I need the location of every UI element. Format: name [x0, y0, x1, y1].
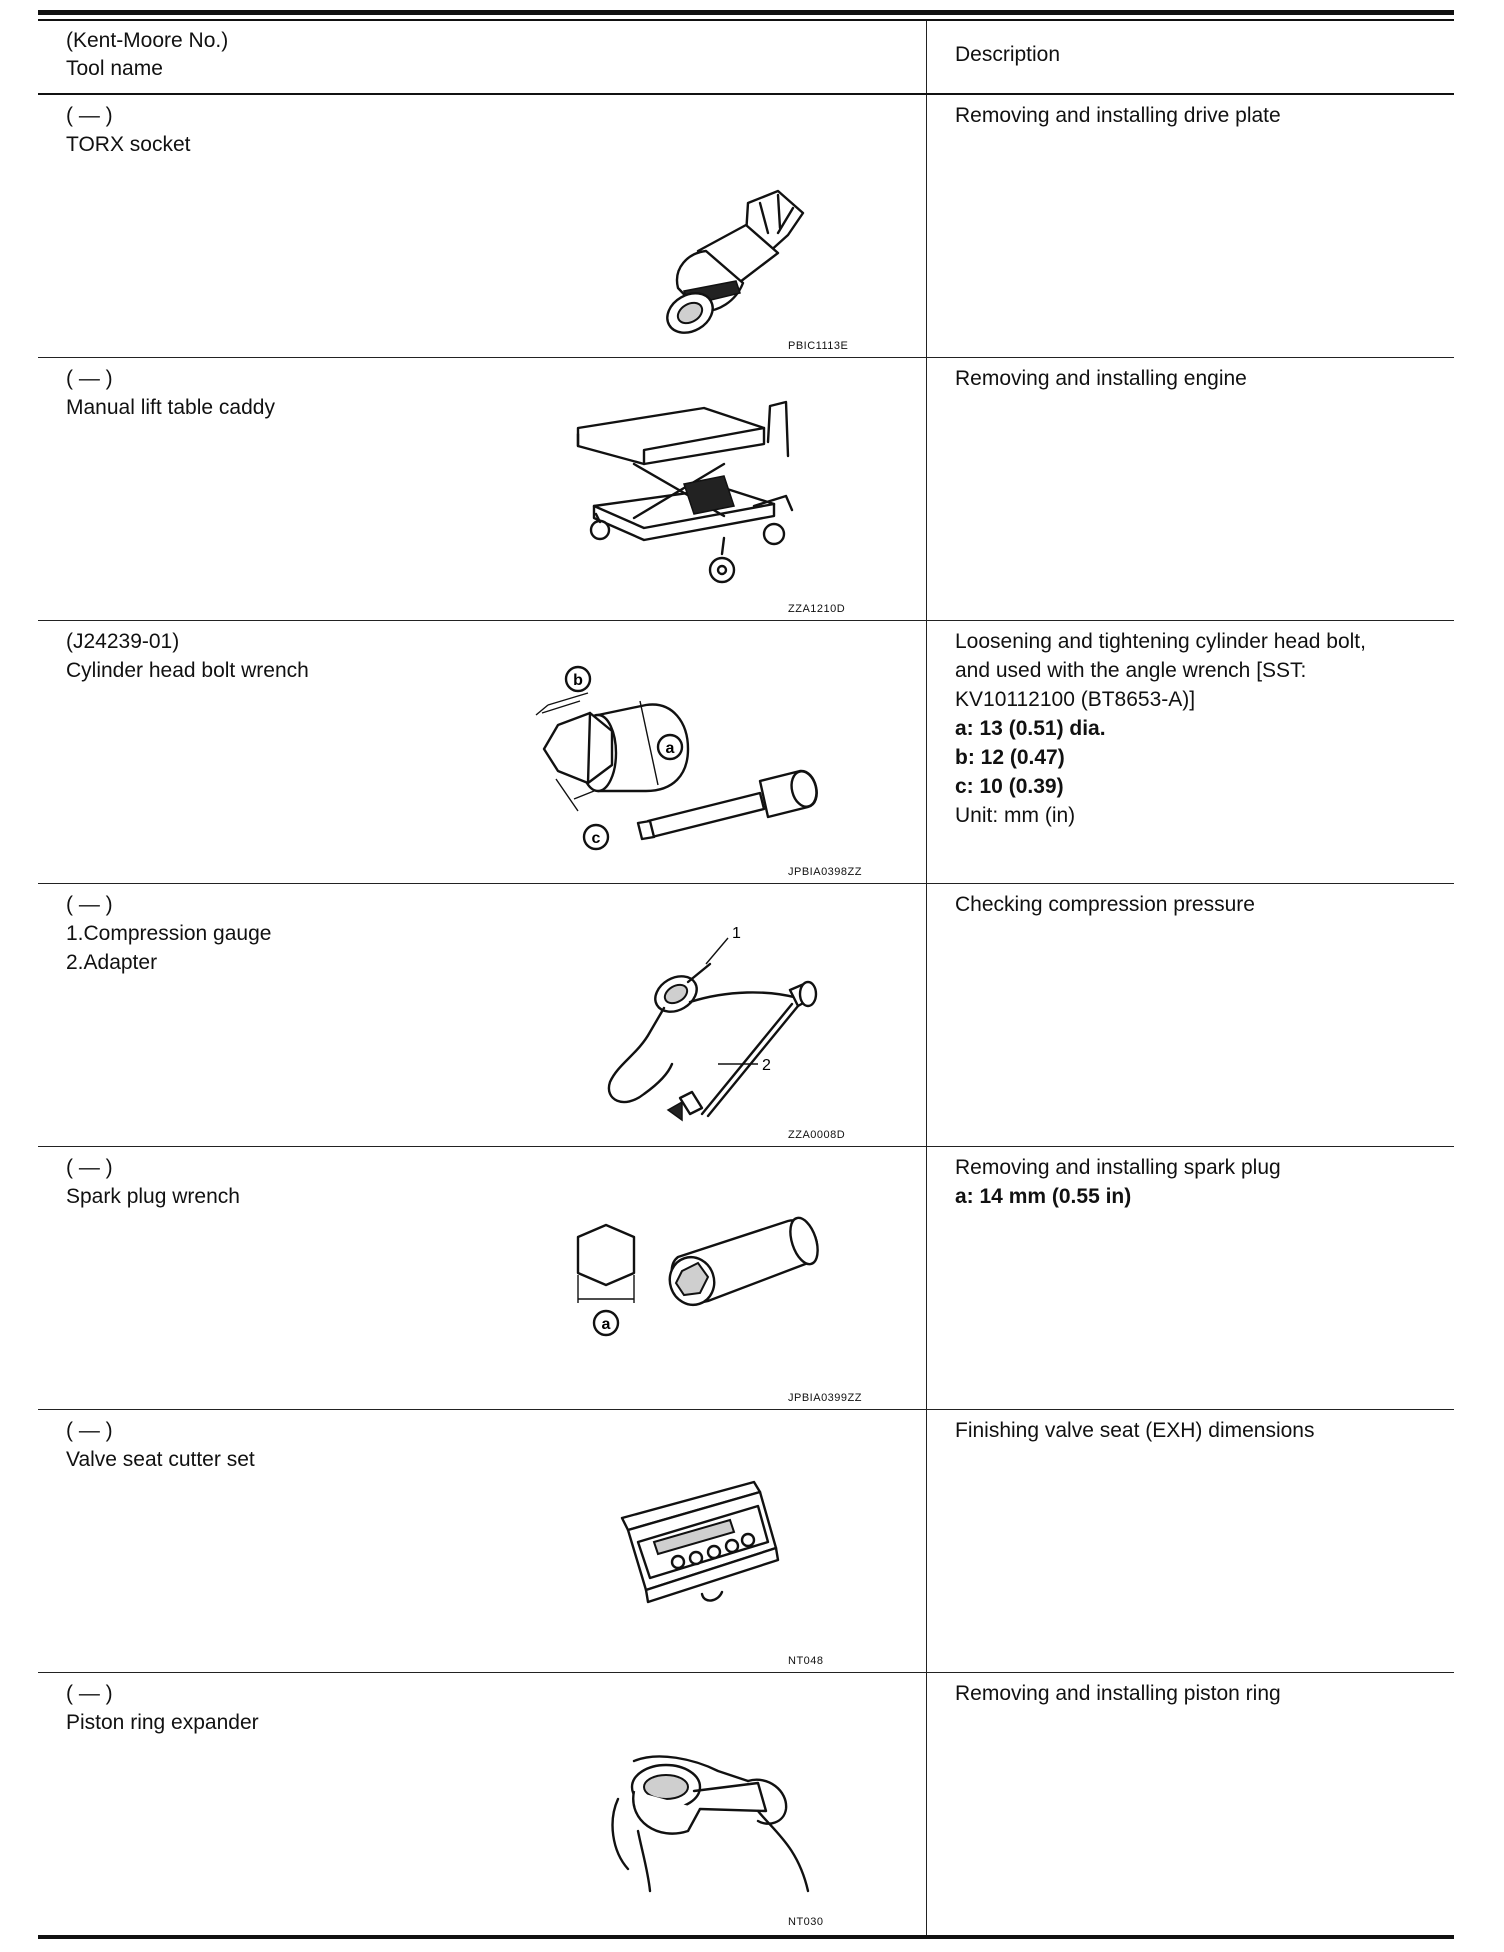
- piston-ring-expander-illustration: [598, 1751, 818, 1901]
- table-row: [38, 1673, 1454, 1938]
- unit-note: Unit: mm (in): [955, 804, 1076, 827]
- tool-cell: [38, 621, 927, 884]
- tool-cell: [38, 94, 927, 358]
- kent-moore-number: ( — ): [66, 1419, 113, 1442]
- figure-code: ZZA1210D: [788, 603, 846, 615]
- dimension-a: a: 13 (0.51) dia.: [955, 717, 1106, 740]
- tool-cell: [38, 884, 927, 1147]
- dimension-c: c: 10 (0.39): [955, 775, 1064, 798]
- figure-label-1: 1: [732, 925, 741, 942]
- description-text: and used with the angle wrench [SST:: [955, 659, 1307, 682]
- dimension-b: b: 12 (0.47): [955, 746, 1065, 769]
- top-rule: [38, 10, 1454, 15]
- tool-name: Cylinder head bolt wrench: [66, 659, 309, 682]
- figure-label-a: a: [601, 1316, 611, 1333]
- table-row: [38, 1147, 1454, 1410]
- header-tool-cell: [38, 21, 927, 94]
- figure-code: ZZA0008D: [788, 1129, 846, 1141]
- compression-gauge-illustration: [598, 924, 828, 1134]
- tool-cell: [38, 1147, 927, 1410]
- torx-socket-illustration: [628, 173, 828, 343]
- description-cell: [927, 621, 1455, 884]
- lift-table-illustration: [574, 406, 814, 596]
- figure-label-c: c: [591, 830, 601, 847]
- figure-code: PBIC1113E: [788, 340, 849, 352]
- tool-cell: [38, 1673, 927, 1938]
- table-row: [38, 358, 1454, 621]
- spark-plug-wrench-illustration: [538, 1197, 858, 1387]
- cylinder-head-bolt-wrench-illustration: [528, 653, 868, 863]
- description-text: Checking compression pressure: [955, 893, 1255, 916]
- description-cell: [927, 358, 1455, 621]
- tool-name: TORX socket: [66, 133, 191, 156]
- figure-label-a: a: [665, 740, 675, 757]
- description-text: Removing and installing engine: [955, 367, 1247, 390]
- tool-cell: [38, 358, 927, 621]
- table-row: [38, 884, 1454, 1147]
- description-cell: [927, 94, 1455, 358]
- figure-code: NT048: [788, 1655, 824, 1667]
- description-text: Removing and installing drive plate: [955, 104, 1281, 127]
- tool-name: 1.Compression gauge: [66, 922, 272, 945]
- table-row: [38, 621, 1454, 884]
- header-description-cell: [927, 21, 1455, 94]
- tool-cell: [38, 1410, 927, 1673]
- description-text: Removing and installing spark plug: [955, 1156, 1281, 1179]
- header-tool-name: Tool name: [66, 57, 163, 80]
- tool-name: Piston ring expander: [66, 1711, 259, 1734]
- description-cell: [927, 1410, 1455, 1673]
- table-row: [38, 1410, 1454, 1673]
- kent-moore-number: (J24239-01): [66, 630, 180, 653]
- table-header-row: [38, 21, 1454, 94]
- header-description: Description: [955, 43, 1061, 66]
- tool-name-2: 2.Adapter: [66, 951, 158, 974]
- tool-table: [38, 21, 1454, 1939]
- valve-seat-cutter-set-illustration: [618, 1478, 798, 1628]
- header-kent-moore: (Kent-Moore No.): [66, 29, 229, 52]
- figure-code: JPBIA0398ZZ: [788, 866, 862, 878]
- description-text: KV10112100 (BT8653-A)]: [955, 688, 1196, 711]
- kent-moore-number: ( — ): [66, 893, 113, 916]
- figure-code: JPBIA0399ZZ: [788, 1392, 862, 1404]
- figure-code: NT030: [788, 1916, 824, 1928]
- kent-moore-number: ( — ): [66, 1156, 113, 1179]
- description-text: Loosening and tightening cylinder head bolt,: [955, 630, 1366, 653]
- description-cell: [927, 1147, 1455, 1410]
- dimension-a: a: 14 mm (0.55 in): [955, 1185, 1132, 1208]
- kent-moore-number: ( — ): [66, 104, 113, 127]
- figure-label-b: b: [573, 672, 583, 689]
- table-row: [38, 94, 1454, 358]
- description-cell: [927, 884, 1455, 1147]
- tool-name: Spark plug wrench: [66, 1185, 240, 1208]
- kent-moore-number: ( — ): [66, 1682, 113, 1705]
- tool-name: Manual lift table caddy: [66, 396, 275, 419]
- description-text: Finishing valve seat (EXH) dimensions: [955, 1419, 1315, 1442]
- description-text: Removing and installing piston ring: [955, 1682, 1281, 1705]
- tool-name: Valve seat cutter set: [66, 1448, 255, 1471]
- kent-moore-number: ( — ): [66, 367, 113, 390]
- figure-label-2: 2: [762, 1057, 771, 1074]
- description-cell: [927, 1673, 1455, 1938]
